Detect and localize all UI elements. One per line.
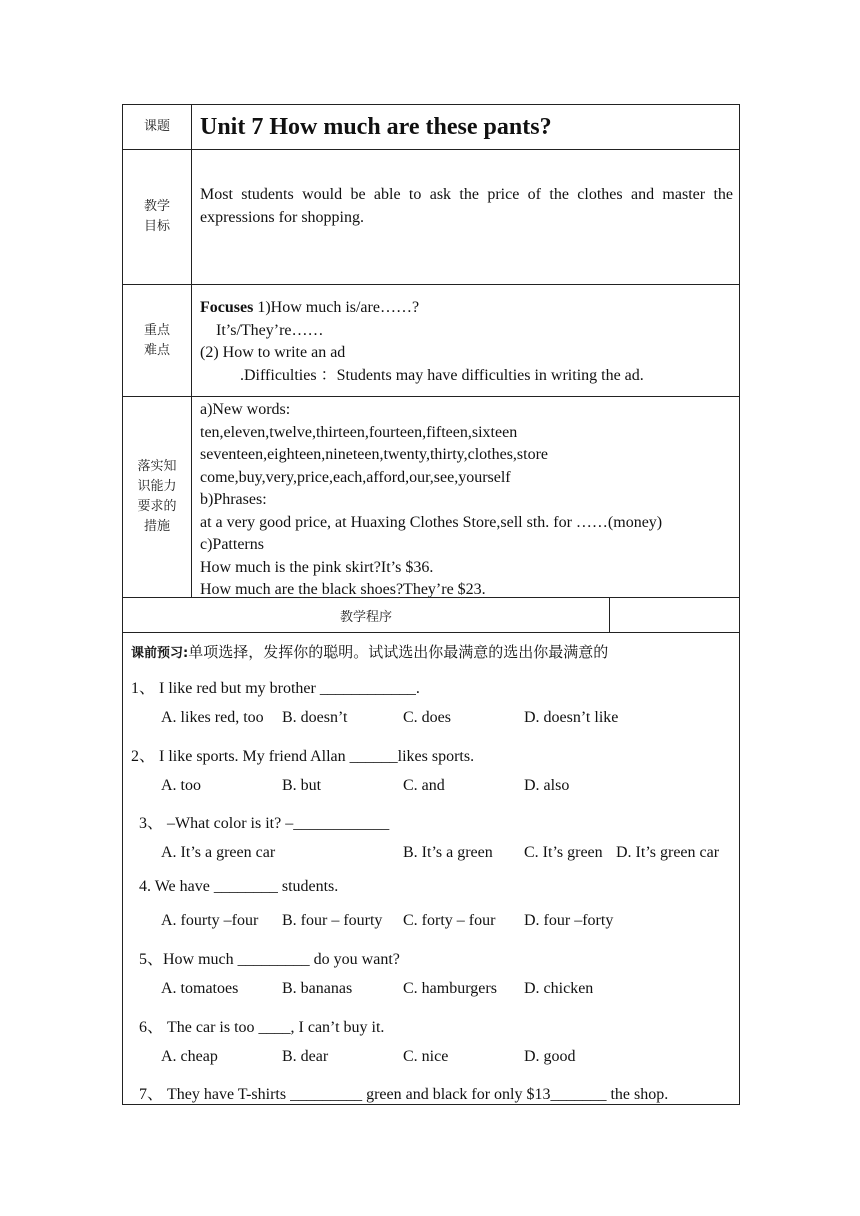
focus-content bbox=[192, 285, 739, 396]
goal-label: 教学 目标 bbox=[123, 150, 192, 284]
option-b: B. bananas bbox=[282, 980, 353, 997]
focus-line-3: (2) How to write an ad bbox=[200, 344, 346, 361]
question-1: 1、 I like red but my brother ____________. bbox=[131, 680, 420, 697]
option-b: B. dear bbox=[282, 1048, 329, 1065]
procedure-empty-cell bbox=[610, 598, 739, 632]
preview-instruction: 单项选择，发挥你的聪明。试试选出你最满意的选出你最满意的 bbox=[188, 643, 609, 661]
requirements-content bbox=[192, 397, 739, 597]
lesson-title: Unit 7 How much are these pants? bbox=[200, 113, 552, 140]
goal-row bbox=[123, 150, 739, 285]
focus-label: 重点 难点 bbox=[123, 285, 192, 396]
option-a: A. likes red, too bbox=[161, 709, 264, 726]
req-line: b)Phrases: bbox=[200, 491, 267, 508]
req-line: How much are the black shoes?They’re $23. bbox=[200, 581, 486, 598]
option-d: D. chicken bbox=[524, 980, 594, 997]
req-line: seventeen,eighteen,nineteen,twenty,thirty,clothes,store bbox=[200, 446, 549, 463]
option-d: D. doesn’t like bbox=[524, 709, 619, 726]
option-b: B. four – fourty bbox=[282, 912, 383, 929]
focus-line-2: It’s/They’re…… bbox=[216, 321, 324, 339]
req-line: at a very good price, at Huaxing Clothes Store,sell sth. for ……(money) bbox=[200, 513, 663, 531]
option-d: D. also bbox=[524, 777, 570, 794]
preview-section bbox=[123, 633, 739, 1105]
requirements-row bbox=[123, 397, 739, 598]
option-b: B. doesn’t bbox=[282, 709, 348, 726]
focus-heading: Focuses bbox=[200, 299, 254, 316]
lesson-plan-table bbox=[122, 104, 740, 1105]
preview-title: 课前预习: bbox=[131, 646, 189, 661]
req-line: c)Patterns bbox=[200, 536, 264, 553]
question-2: 2、 I like sports. My friend Allan ______likes sports. bbox=[131, 748, 475, 765]
question-5: 5、How much _________ do you want? bbox=[139, 951, 400, 968]
option-a: A. tomatoes bbox=[161, 980, 239, 997]
question-6: 6、 The car is too ____, I can’t buy it. bbox=[139, 1019, 385, 1036]
req-line: ten,eleven,twelve,thirteen,fourteen,fifteen,sixteen bbox=[200, 423, 518, 441]
option-c: C. forty – four bbox=[403, 912, 496, 929]
option-a: A. fourty –four bbox=[161, 912, 259, 929]
goal-text: Most students would be able to ask the price of the clothes and master the expressions for shopping. bbox=[200, 186, 733, 226]
option-c: C. does bbox=[403, 709, 451, 726]
procedure-label: 教学程序 bbox=[123, 598, 610, 632]
preview-heading bbox=[131, 641, 608, 662]
option-b: B. but bbox=[282, 777, 322, 794]
title-label: 课题 bbox=[123, 105, 192, 149]
title-row bbox=[123, 105, 739, 150]
option-a: A. cheap bbox=[161, 1048, 218, 1065]
option-b: B. It’s a green bbox=[403, 844, 493, 861]
question-3: 3、 –What color is it? –____________ bbox=[139, 815, 390, 832]
option-a: A. too bbox=[161, 777, 201, 794]
option-d: D. good bbox=[524, 1048, 576, 1065]
question-7: 7、 They have T-shirts _________ green and black for only $13_______ the shop. bbox=[139, 1086, 669, 1103]
req-line: a)New words: bbox=[200, 401, 291, 418]
option-d: D. It’s green car bbox=[616, 844, 720, 861]
option-c: C. hamburgers bbox=[403, 980, 497, 997]
focus-line-1: 1)How much is/are……? bbox=[253, 299, 420, 316]
option-c: C. It’s green bbox=[524, 844, 603, 861]
req-line: How much is the pink skirt?It’s $36. bbox=[200, 558, 434, 576]
difficulties-line: .Difficulties ：Students may have difficulties in writing the ad. bbox=[240, 366, 644, 384]
option-d: D. four –forty bbox=[524, 912, 614, 929]
req-line: come,buy,very,price,each,afford,our,see,yourself bbox=[200, 468, 511, 486]
option-c: C. nice bbox=[403, 1048, 449, 1065]
focus-row bbox=[123, 285, 739, 397]
option-c: C. and bbox=[403, 777, 445, 794]
requirements-label: 落实知 识能力 要求的 措施 bbox=[123, 397, 192, 597]
option-a: A. It’s a green car bbox=[161, 844, 276, 861]
procedure-row bbox=[123, 598, 739, 633]
question-4: 4. We have ________ students. bbox=[139, 878, 339, 895]
